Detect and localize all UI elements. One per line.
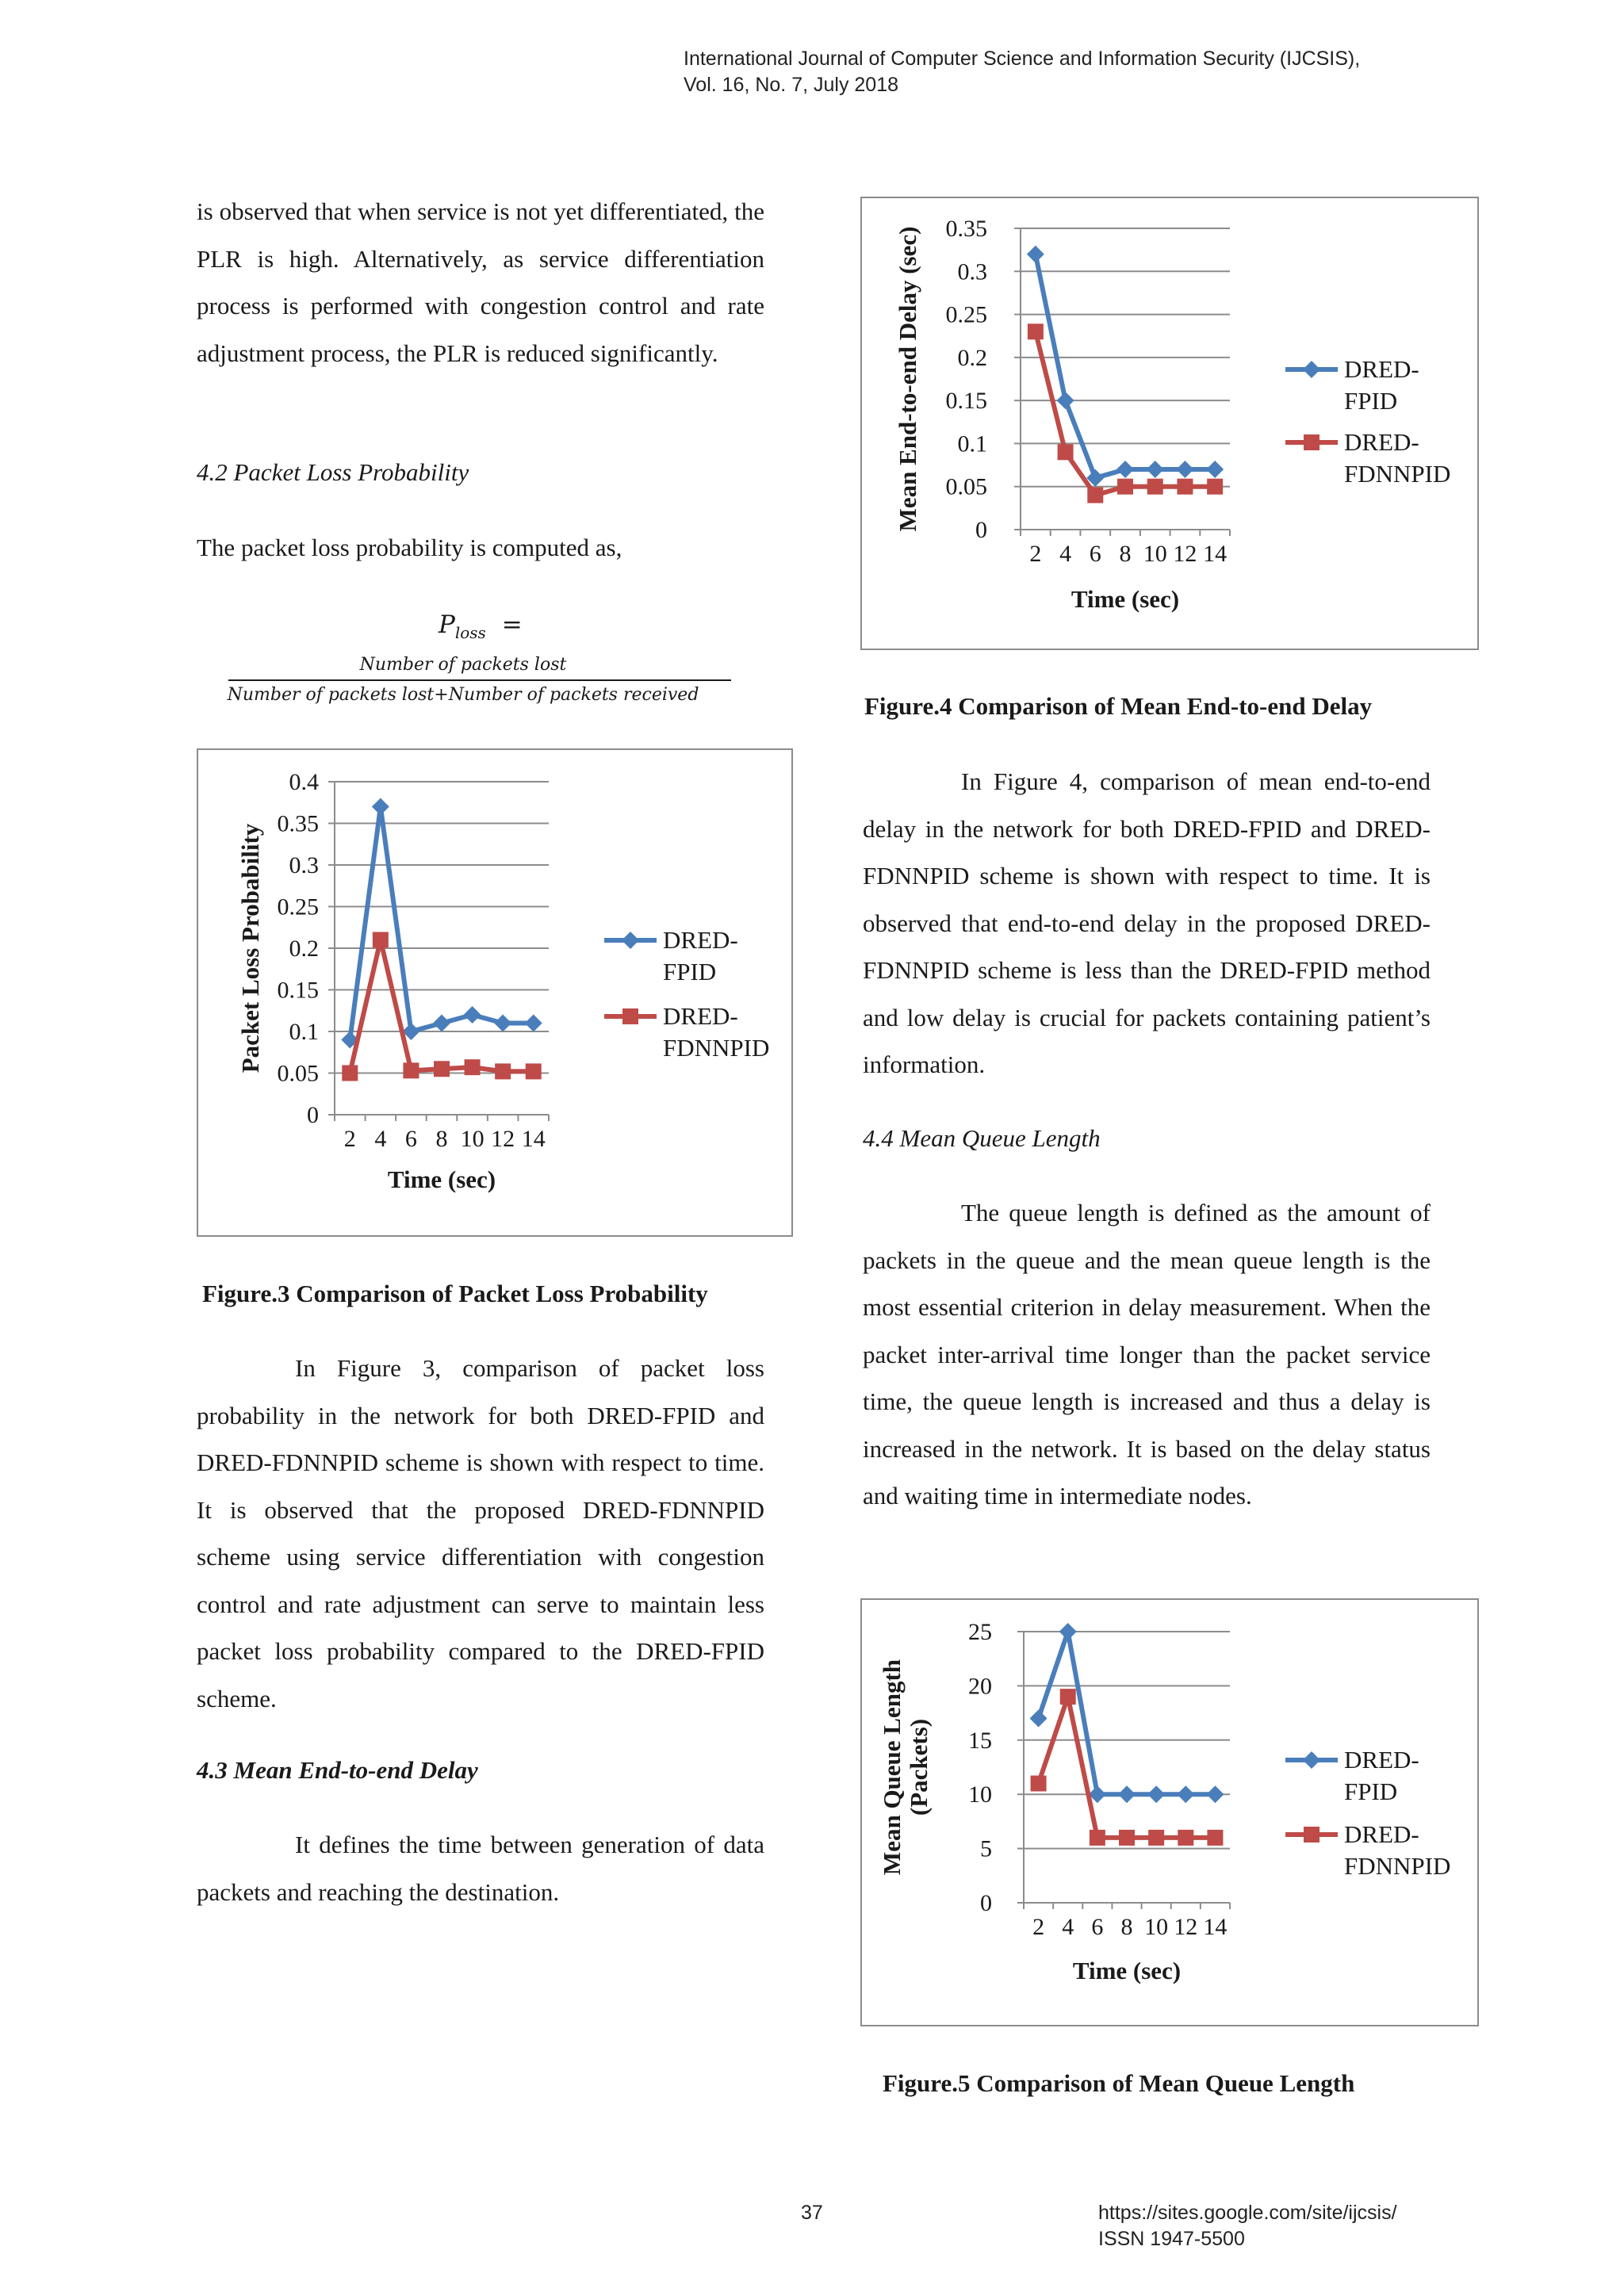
page-number: 37 <box>801 2202 823 2224</box>
y-tick-label: 0.1 <box>289 1019 319 1045</box>
x-tick-label: 14 <box>1203 541 1228 567</box>
legend-label: FDNNPID <box>1344 1852 1451 1880</box>
data-point-diamond <box>1059 1623 1077 1640</box>
legend-label: DRED- <box>1344 1746 1419 1774</box>
data-point-square <box>465 1059 481 1075</box>
data-point-square <box>1177 479 1193 495</box>
legend-label: DRED- <box>1344 428 1419 456</box>
data-point-square <box>1058 444 1074 460</box>
computed-as-text: The packet loss probability is computed as, <box>197 534 622 561</box>
figure-3-paragraph: In Figure 3, comparison of packet loss probability in the network for both DRED-FPID and DRED-FDNNPID scheme is shown with respect to time. It is observed that the proposed DRED-FDNNPID scheme using service differentiation with congestion control and rate adjustment can serve to maintain less packet loss probability compared to the DRED-FPID scheme. <box>197 1354 764 1712</box>
data-point-diamond <box>1177 1785 1194 1803</box>
fig4-svg <box>862 198 1477 649</box>
data-point-diamond <box>464 1006 481 1024</box>
legend-label: FDNNPID <box>663 1034 770 1062</box>
legend-marker-diamond <box>1303 361 1320 378</box>
formula-numerator: Number of packets lost <box>359 655 567 675</box>
legend-marker-square <box>1304 1827 1320 1843</box>
data-point-square <box>1028 323 1044 339</box>
fig3-svg <box>198 750 791 1235</box>
y-tick-label: 0 <box>307 1102 319 1128</box>
data-point-square <box>1119 1830 1135 1846</box>
data-point-square <box>1060 1689 1076 1705</box>
data-point-square <box>373 932 389 948</box>
formula-fraction-bar <box>228 679 731 681</box>
y-tick-label: 0.3 <box>289 852 319 878</box>
legend-label: DRED- <box>1344 355 1419 383</box>
queue-paragraph: The queue length is defined as the amount of packets in the queue and the mean queue length is the most essential criterion in delay measurement. When the packet inter-arrival time longer than the packet service time, the queue length is increased and thus a delay is increased in the network. It is based on the delay status and waiting time in intermediate nodes. <box>863 1199 1431 1510</box>
y-tick-label: 0.25 <box>945 301 987 328</box>
legend-label: DRED- <box>1344 1820 1419 1848</box>
y-tick-label: 20 <box>968 1673 992 1700</box>
x-tick-label: 4 <box>1062 1914 1074 1940</box>
y-tick-label: 15 <box>968 1727 992 1754</box>
formula-denominator: Number of packets lost+Number of packets received <box>227 685 699 705</box>
y-tick-label: 0.3 <box>957 258 987 285</box>
x-axis-label: Time (sec) <box>1071 585 1180 613</box>
legend-marker-square <box>622 1008 638 1024</box>
formula-equals: = <box>501 610 523 639</box>
figure-4-caption: Figure.4 Comparison of Mean End-to-end Delay <box>864 692 1373 720</box>
data-point-diamond <box>1147 461 1164 478</box>
data-point-square <box>495 1063 511 1079</box>
data-point-square <box>1087 488 1103 503</box>
y-tick-label: 0.1 <box>957 430 987 457</box>
legend-marker-diamond <box>622 932 639 949</box>
y-tick-label: 0.05 <box>945 473 987 500</box>
legend-label: FPID <box>1344 1777 1398 1805</box>
y-tick-label: 0 <box>975 517 987 543</box>
data-point-square <box>1207 1830 1223 1846</box>
figure-3-caption: Figure.3 Comparison of Packet Loss Probability <box>202 1280 708 1307</box>
y-tick-label: 0.05 <box>277 1060 319 1087</box>
y-tick-label: 0.4 <box>289 769 319 795</box>
y-tick-label: 0.2 <box>289 936 319 962</box>
figure-3-chart <box>197 748 793 1237</box>
footer-issn: ISSN 1947-5500 <box>1098 2228 1245 2250</box>
data-point-diamond <box>433 1015 450 1032</box>
data-point-diamond <box>1118 1785 1136 1803</box>
series-line-dred-fdnnpid <box>350 940 533 1073</box>
legend-label: DRED- <box>663 926 738 954</box>
data-point-square <box>1090 1830 1105 1846</box>
x-tick-label: 12 <box>1174 1914 1198 1940</box>
x-tick-label: 6 <box>1089 541 1101 567</box>
x-tick-label: 4 <box>1059 541 1072 567</box>
data-point-diamond <box>1116 461 1134 478</box>
y-axis-label <box>878 1659 933 1875</box>
data-point-square <box>526 1063 542 1079</box>
y-tick-label: 10 <box>968 1781 992 1808</box>
x-tick-label: 14 <box>1203 1914 1228 1940</box>
x-tick-label: 12 <box>1173 541 1197 567</box>
y-tick-label: 0.2 <box>957 344 987 371</box>
y-tick-label: 0.35 <box>277 810 319 837</box>
data-point-square <box>342 1066 358 1081</box>
data-point-square <box>1178 1830 1193 1846</box>
x-axis-label: Time (sec) <box>387 1165 496 1193</box>
legend-label: FPID <box>663 958 717 985</box>
legend-label: FDNNPID <box>1344 460 1451 488</box>
data-point-diamond <box>525 1015 542 1032</box>
section-4-2-heading: 4.2 Packet Loss Probability <box>197 458 469 486</box>
x-tick-label: 8 <box>435 1126 448 1152</box>
figure-5-caption: Figure.5 Comparison of Mean Queue Length <box>883 2069 1355 2097</box>
data-point-diamond <box>1176 461 1193 478</box>
data-point-diamond <box>1030 1709 1048 1727</box>
series-line-dred-fpid <box>350 807 533 1040</box>
legend-marker-diamond <box>1303 1751 1320 1769</box>
delay-paragraph: It defines the time between generation of data packets and reaching the destination. <box>197 1831 764 1906</box>
section-4-4-heading: 4.4 Mean Queue Length <box>863 1124 1101 1152</box>
x-tick-label: 10 <box>1144 1914 1169 1940</box>
x-tick-label: 6 <box>404 1126 417 1152</box>
x-tick-label: 10 <box>1143 541 1167 567</box>
legend-label: DRED- <box>663 1002 738 1030</box>
y-tick-label: 0.25 <box>277 894 319 920</box>
x-tick-label: 8 <box>1120 1914 1133 1940</box>
y-tick-label: 0.35 <box>945 216 987 242</box>
legend-marker-square <box>1304 434 1320 450</box>
fig5-svg <box>862 1600 1477 2025</box>
x-tick-label: 2 <box>1029 541 1042 567</box>
intro-paragraph: is observed that when service is not yet differentiated, the PLR is high. Alternatively, as service differentiation process is performed with congestion control and rate adjustment process, the PLR is reduced significantly. <box>197 197 764 367</box>
figure-4-chart <box>860 197 1479 650</box>
series-line-dred-fdnnpid <box>1039 1697 1216 1838</box>
y-axis-label-line: Mean Queue Length <box>878 1659 906 1876</box>
x-tick-label: 2 <box>1032 1914 1045 1940</box>
data-point-square <box>1117 479 1133 495</box>
figure-4-paragraph: In Figure 4, comparison of mean end-to-end delay in the network for both DRED-FPID and DRED-FDNNPID scheme is shown with respect to time. It is observed that end-to-end delay in the proposed DRED-FDNNPID scheme is less than the DRED-FPID method and low delay is crucial for packets containing patient’s information. <box>863 767 1431 1078</box>
data-point-diamond <box>1057 392 1074 409</box>
figure-5-chart <box>860 1598 1479 2026</box>
x-axis-label: Time (sec) <box>1072 1957 1182 1984</box>
y-tick-label: 0 <box>980 1890 992 1916</box>
y-tick-label: 0.15 <box>945 388 987 415</box>
data-point-square <box>1147 479 1163 495</box>
data-point-diamond <box>1147 1785 1165 1803</box>
journal-header-line2: Vol. 16, No. 7, July 2018 <box>684 74 899 96</box>
x-tick-label: 12 <box>491 1126 515 1152</box>
x-tick-label: 4 <box>374 1126 387 1152</box>
data-point-diamond <box>1206 1785 1224 1803</box>
data-point-diamond <box>372 798 389 816</box>
data-point-diamond <box>1206 461 1224 478</box>
formula-lhs: P <box>439 610 455 639</box>
x-tick-label: 10 <box>460 1126 485 1152</box>
data-point-square <box>403 1062 419 1078</box>
x-tick-label: 8 <box>1119 541 1132 567</box>
x-tick-label: 14 <box>521 1126 546 1152</box>
y-tick-label: 0.15 <box>277 977 319 1004</box>
section-4-3-heading: 4.3 Mean End-to-end Delay <box>197 1756 478 1784</box>
formula-lhs-sub: loss <box>454 623 486 643</box>
data-point-square <box>1148 1830 1164 1846</box>
data-point-square <box>1031 1776 1047 1792</box>
journal-header-line1: International Journal of Computer Science and Information Security (IJCSIS), <box>684 48 1361 70</box>
legend-label: FPID <box>1344 387 1398 415</box>
y-axis-label-line: (Packets) <box>905 1718 933 1816</box>
x-tick-label: 6 <box>1091 1914 1104 1940</box>
x-tick-label: 2 <box>343 1126 356 1152</box>
y-tick-label: 5 <box>980 1835 992 1862</box>
footer-url: https://sites.google.com/site/ijcsis/ <box>1098 2202 1397 2224</box>
data-point-diamond <box>494 1015 511 1032</box>
data-point-square <box>1207 479 1223 495</box>
data-point-diamond <box>1027 246 1044 263</box>
data-point-square <box>434 1061 450 1077</box>
y-axis-label: Packet Loss Probability <box>236 823 264 1073</box>
y-tick-label: 25 <box>968 1619 992 1645</box>
y-axis-label: Mean End-to-end Delay (sec) <box>894 226 921 532</box>
journal-header <box>684 46 1360 98</box>
series-line-dred-fpid <box>1039 1632 1216 1794</box>
